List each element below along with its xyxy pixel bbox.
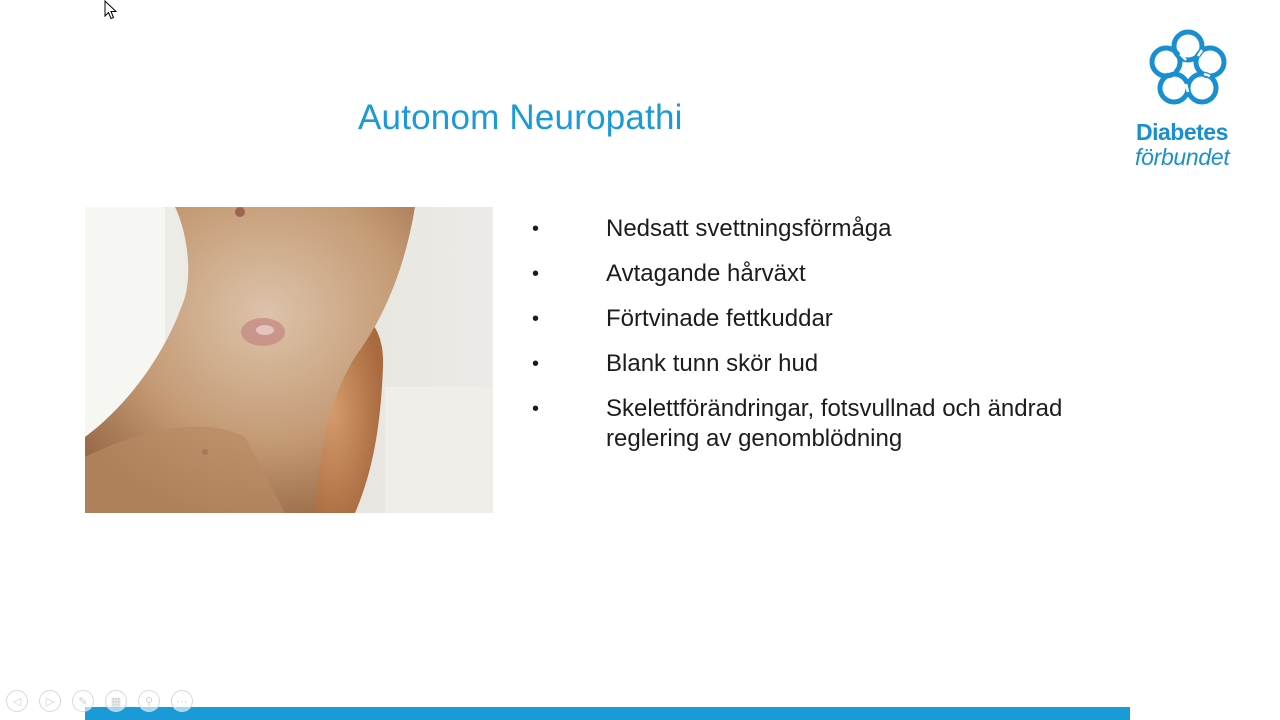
- bullet-list: [530, 214, 1090, 469]
- bullet-text: Blank tunn skör hud: [606, 350, 819, 377]
- bullet-dot: •: [532, 308, 540, 330]
- slides-icon[interactable]: ▦: [105, 690, 127, 712]
- bullet-text: Nedsatt svettningsförmåga: [606, 215, 892, 242]
- diabetesforbundet-logo: [1132, 26, 1252, 176]
- logo-mark-icon: [1146, 26, 1230, 110]
- more-icon[interactable]: ⋯: [171, 690, 193, 712]
- bullet-item: [530, 349, 1090, 379]
- bullet-dot: •: [532, 353, 540, 375]
- bullet-item: [530, 394, 1090, 454]
- next-icon[interactable]: ▷: [39, 690, 61, 712]
- previous-icon[interactable]: ◁: [6, 690, 28, 712]
- pen-icon[interactable]: ✎: [72, 690, 94, 712]
- bullet-text: Avtagande hårväxt: [606, 260, 806, 287]
- zoom-icon[interactable]: ⚲: [138, 690, 160, 712]
- slideshow-controls: [6, 690, 193, 714]
- footer-accent-bar: [85, 707, 1130, 720]
- logo-text-diabetes: Diabetes: [1136, 119, 1228, 145]
- bullet-item: [530, 214, 1090, 244]
- slide-title: Autonom Neuropathi: [358, 98, 683, 137]
- foot-photo: [85, 207, 493, 513]
- bullet-text: Förtvinade fettkuddar: [606, 305, 833, 332]
- bullet-text: Skelettförändringar, fotsvullnad och ändrad reglering av genomblödning: [606, 395, 1063, 452]
- mouse-cursor-icon: [104, 0, 118, 20]
- bullet-item: [530, 304, 1090, 334]
- bullet-dot: •: [532, 263, 540, 285]
- logo-text-forbundet: förbundet: [1135, 144, 1230, 170]
- bullet-dot: •: [532, 398, 540, 420]
- bullet-dot: •: [532, 218, 540, 240]
- bullet-item: [530, 259, 1090, 289]
